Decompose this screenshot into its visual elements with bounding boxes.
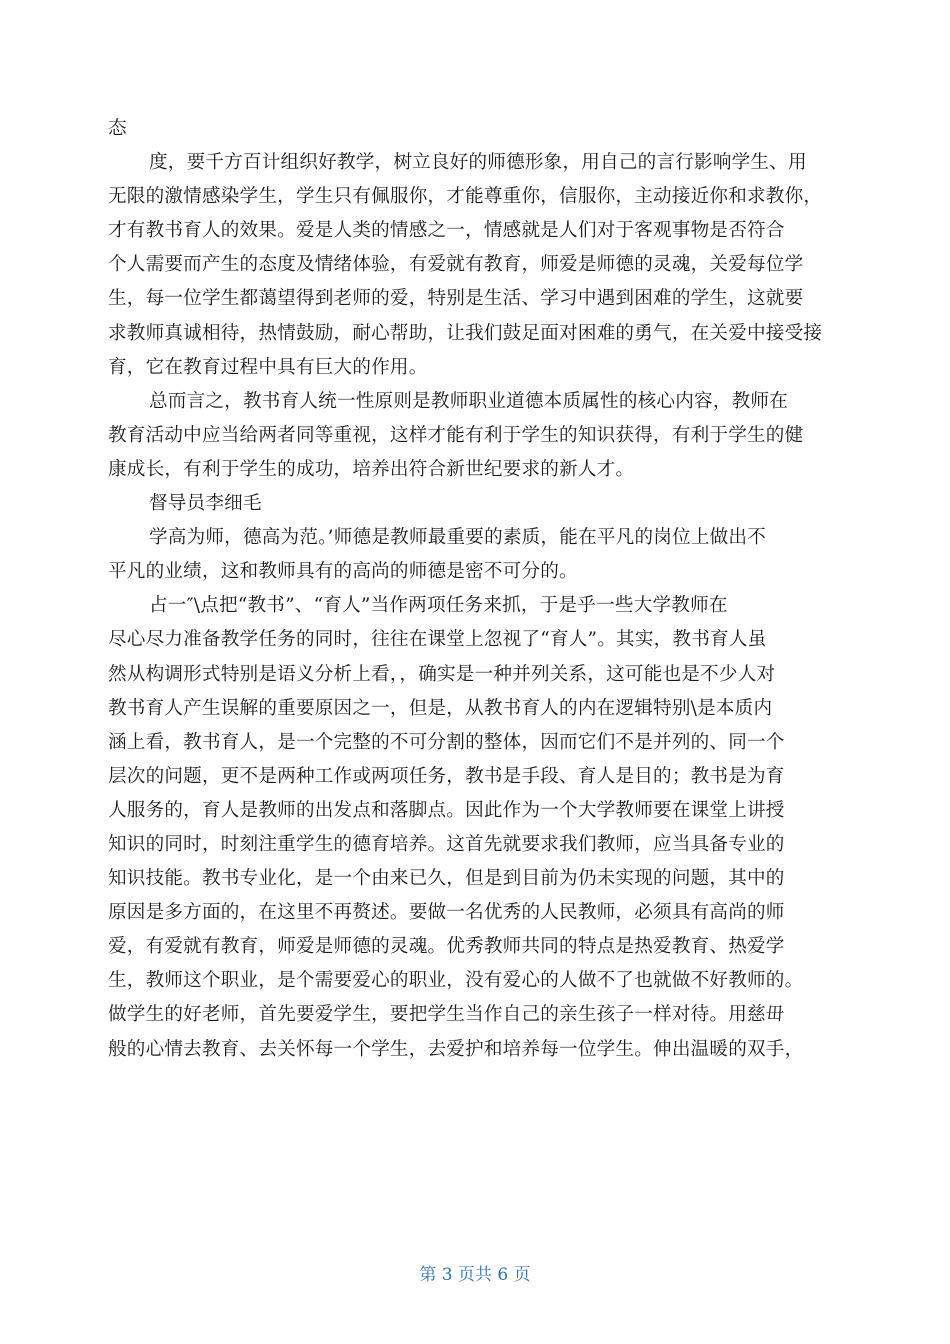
document-body xyxy=(108,112,848,1067)
text-line: 个人需要而产生的态度及情绪体验，有爱就有教育，师爱是师德的灵魂，关爱每位学 xyxy=(108,254,804,276)
text-line: 平凡的业绩，这和教师具有的高尚的师德是密不可分的。 xyxy=(108,561,578,583)
text-line: 总而言之，教书育人统一性原则是教师职业道德本质属性的核心内容，教师在 xyxy=(149,390,788,412)
text-line: 督导员李细毛 xyxy=(149,493,262,515)
text-line: 生，教师这个职业，是个需要爱心的职业，没有爱心的人做不了也就做不好教师的。 xyxy=(108,970,804,992)
text-line: 学高为师，德高为范。’师德是教师最重要的素质，能在平凡的岗位上做出不 xyxy=(149,527,767,549)
text-line: 知识的同时，时刻注重学生的德育培养。这首先就要求我们教师，应当具备专业的 xyxy=(108,833,785,855)
text-line: 才有教书育人的效果。爱是人类的情感之一，情感就是人们对于客观事物是否符合 xyxy=(108,220,785,242)
text-line: 涵上看，教书育人，是一个完整的不可分割的整体，因而它们不是并列的、同一个 xyxy=(108,731,785,753)
text-line: 生，每一位学生都蔼望得到老师的爱，特别是生活、学习中遇到困难的学生，这就要 xyxy=(108,288,804,310)
text-line: 占一″\点把“教书”、“育人”当作两项任务来抓，于是乎一些大学教师在 xyxy=(149,595,728,617)
text-line: 般的心情去教育、去关怀每一个学生，去爱护和培养每一位学生。伸出温暖的双手， xyxy=(108,1038,804,1060)
text-line: 教育活动中应当给两者同等重视，这样才能有利于学生的知识获得，有利于学生的健 xyxy=(108,424,804,446)
text-line: 爱，有爱就有教育，师爱是师德的灵魂。优秀教师共同的特点是热爱教育、热爱学 xyxy=(108,936,785,958)
text-line: 态 xyxy=(108,118,127,139)
text-line: 原因是多方面的，在这里不再赘述。要做一名优秀的人民教师，必须具有高尚的师 xyxy=(108,902,785,924)
text-line: 教书育人产生误解的重要原因之一，但是，从教书育人的内在逻辑特别\是本质内 xyxy=(108,697,773,719)
text-line: 人服务的，育人是教师的出发点和落脚点。因此作为一个大学教师要在课堂上讲授 xyxy=(108,799,785,821)
text-line: 尽心尽力准备教学任务的同时，往往在课堂上忽视了“育人”。其实，教书育人虽 xyxy=(108,629,767,651)
text-line: 无限的激情感染学生，学生只有佩服你，才能尊重你，信服你，主动接近你和求教你， xyxy=(108,186,823,208)
text-line: 层次的问题，更不是两种工作或两项任务，教书是手段、育人是目的；教书是为育 xyxy=(108,765,785,787)
text-line: 育，它在教育过程中具有巨大的作用。 xyxy=(108,356,428,378)
text-line: 然从构调形式特别是语义分析上看，，确实是一种并列关系，这可能也是不少人对 xyxy=(108,663,776,685)
text-line: 度，要千方百计组织好教学，树立良好的师德形象，用自己的言行影响学生、用 xyxy=(149,152,807,174)
text-line: 做学生的好老师，首先要爱学生，要把学生当作自己的亲生孩子一样对待。用慈毌 xyxy=(108,1004,785,1026)
text-line: 求教师真诚相待，热情鼓励，耐心帮助，让我们鼓足面对困难的勇气，在关爱中接受接 xyxy=(108,322,823,344)
text-line: 知识技能。教书专业化，是一个由来已久，但是到目前为仍未实现的问题，其中的 xyxy=(108,868,785,890)
page-footer: 第 3 页共 6 页 xyxy=(419,1265,531,1285)
text-line: 康成长，有利于学生的成功，培养出符合新世纪要求的新人才。 xyxy=(108,458,635,480)
